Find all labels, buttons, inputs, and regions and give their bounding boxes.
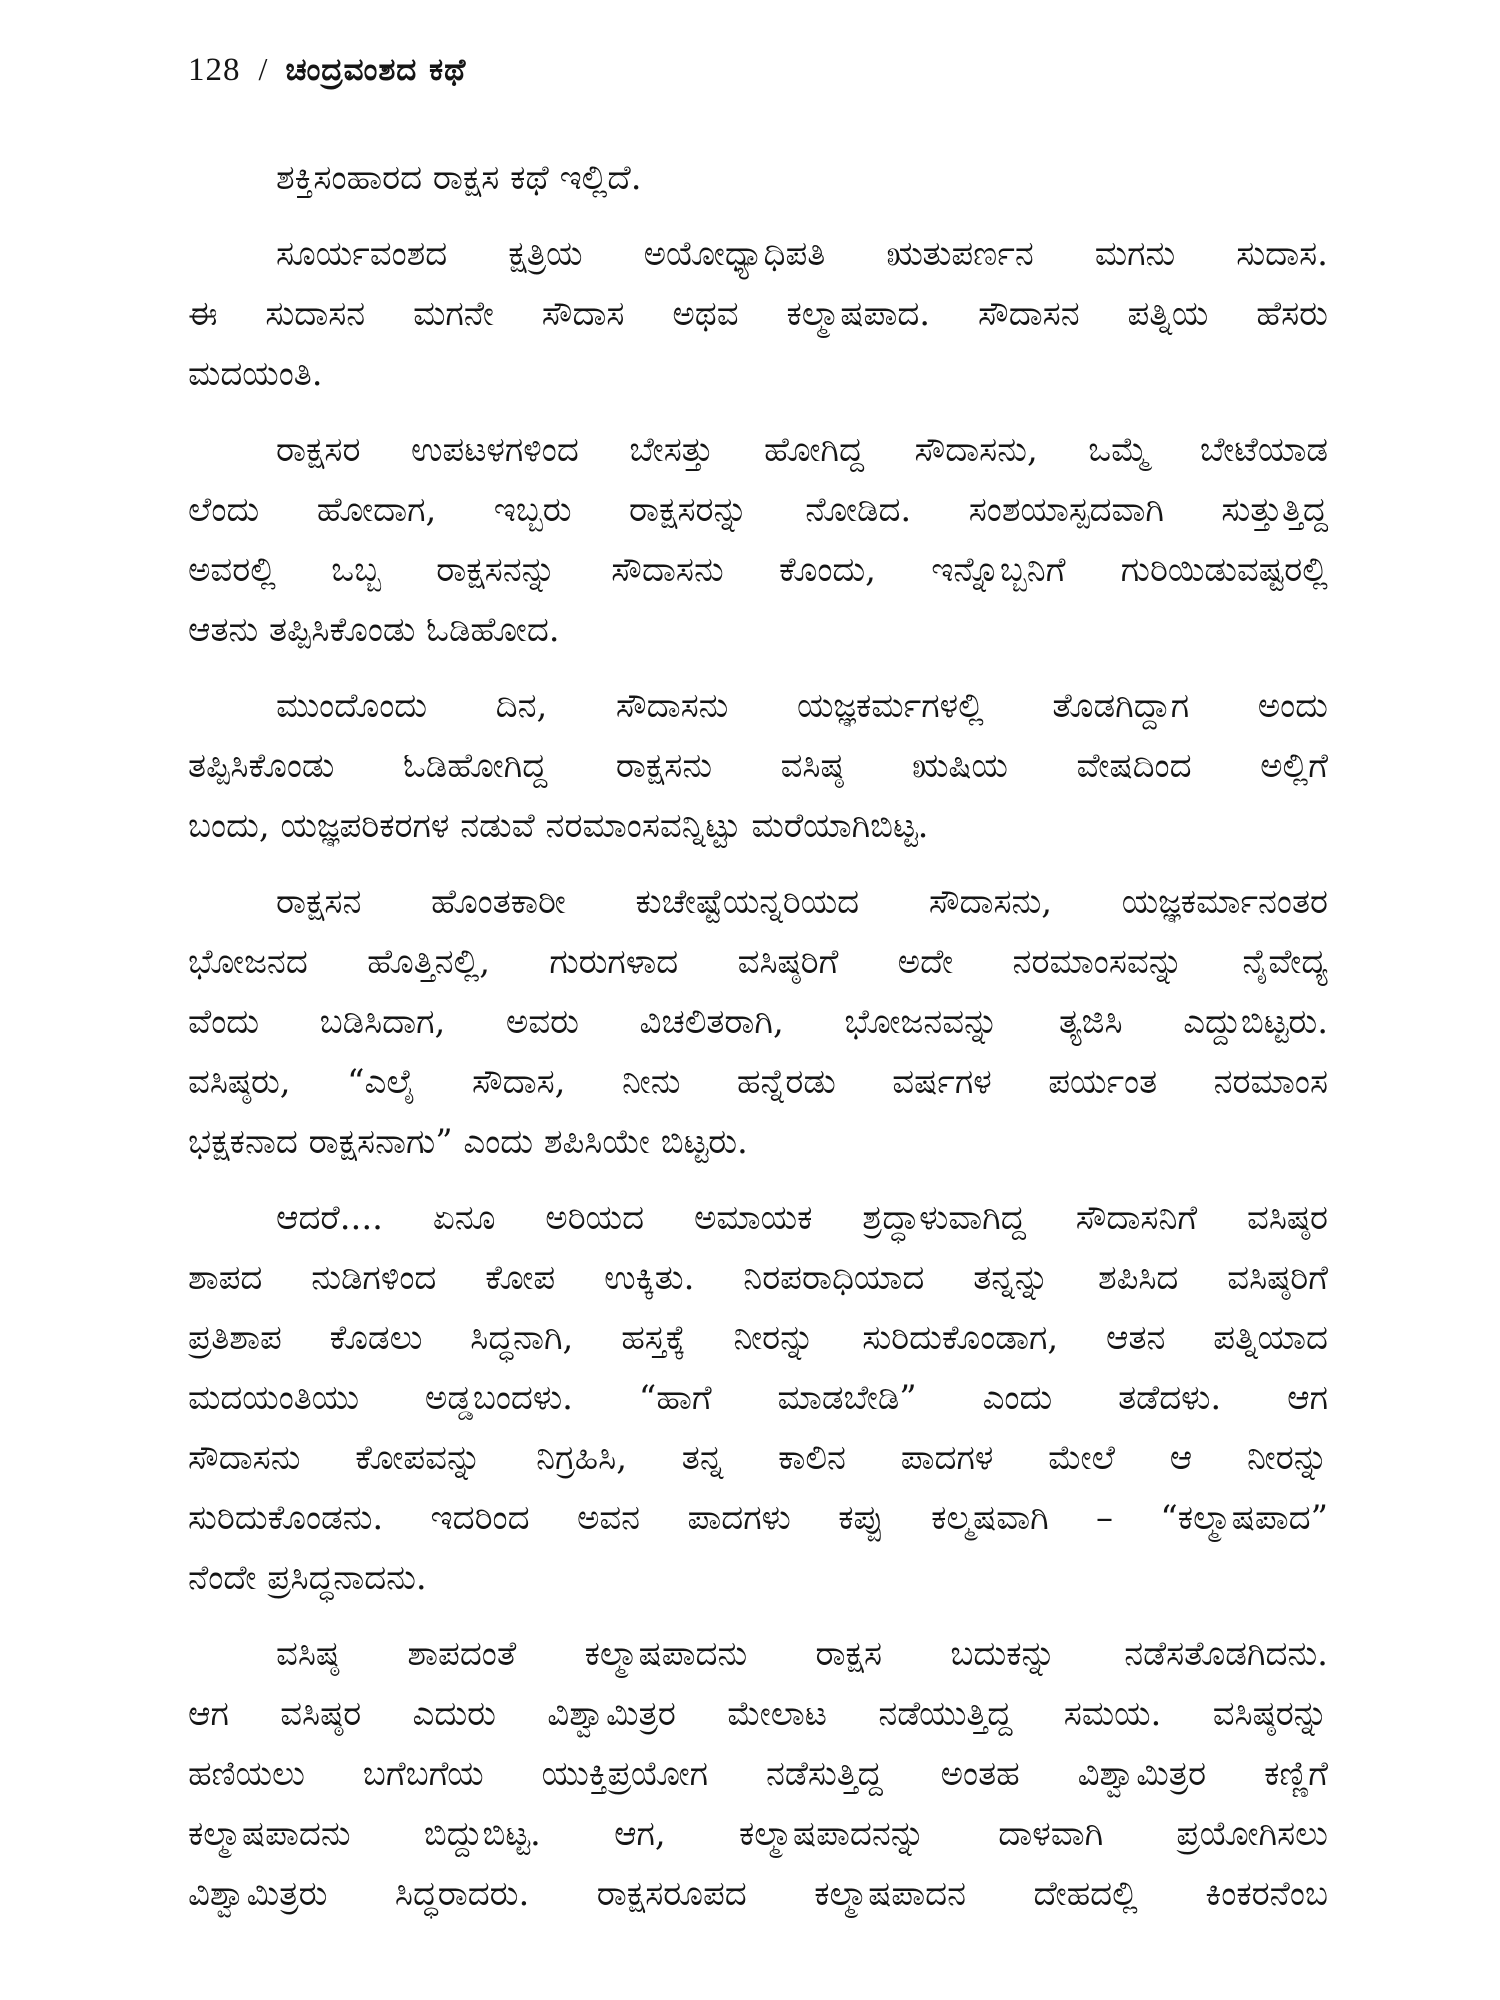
text-line: ಶಾಪದ ನುಡಿಗಳಿಂದ ಕೋಪ ಉಕ್ಕಿತು. ನಿರಪರಾಧಿಯಾದ ತನ್ನನ್ನು ಶಪಿಸಿದ ವಸಿಷ್ಠರಿಗೆ	[188, 1258, 1328, 1298]
text-line: ಲೆಂದು ಹೋದಾಗ, ಇಬ್ಬರು ರಾಕ್ಷಸರನ್ನು ನೋಡಿದ. ಸಂಶಯಾಸ್ಪದವಾಗಿ ಸುತ್ತುತ್ತಿದ್ದ	[188, 490, 1328, 530]
text-line: ಸುರಿದುಕೊಂಡನು. ಇದರಿಂದ ಅವನ ಪಾದಗಳು ಕಪ್ಪು ಕಲ್ಮಷವಾಗಿ – “ಕಲ್ಮಾಷಪಾದ”	[188, 1498, 1328, 1538]
text-line: ವಸಿಷ್ಠರು, “ಎಲೈ ಸೌದಾಸ, ನೀನು ಹನ್ನೆರಡು ವರ್ಷಗಳ ಪರ್ಯಂತ ನರಮಾಂಸ	[188, 1062, 1328, 1102]
paragraph	[188, 872, 1328, 1172]
text-line: ಪ್ರತಿಶಾಪ ಕೊಡಲು ಸಿದ್ಧನಾಗಿ, ಹಸ್ತಕ್ಕೆ ನೀರನ್ನು ಸುರಿದುಕೊಂಡಾಗ, ಆತನ ಪತ್ನಿಯಾದ	[188, 1318, 1328, 1358]
text-line: ವಿಶ್ವಾಮಿತ್ರರು ಸಿದ್ಧರಾದರು. ರಾಕ್ಷಸರೂಪದ ಕಲ್ಮಾಷಪಾದನ ದೇಹದಲ್ಲಿ ಕಿಂಕರನೆಂಬ	[188, 1874, 1328, 1914]
paragraph	[188, 148, 1328, 208]
paragraph	[188, 420, 1328, 660]
text-line: ಅವರಲ್ಲಿ ಒಬ್ಬ ರಾಕ್ಷಸನನ್ನು ಸೌದಾಸನು ಕೊಂದು, ಇನ್ನೊಬ್ಬನಿಗೆ ಗುರಿಯಿಡುವಷ್ಟರಲ್ಲಿ	[188, 550, 1328, 590]
book-title: ಚಂದ್ರವಂಶದ ಕಥೆ	[285, 52, 467, 88]
text-line: ರಾಕ್ಷಸರ ಉಪಟಳಗಳಿಂದ ಬೇಸತ್ತು ಹೋಗಿದ್ದ ಸೌದಾಸನು, ಒಮ್ಮೆ ಬೇಟೆಯಾಡ	[276, 430, 1328, 470]
text-line: ಮದಯಂತಿಯು ಅಡ್ಡಬಂದಳು. “ಹಾಗೆ ಮಾಡಬೇಡಿ” ಎಂದು ತಡೆದಳು. ಆಗ	[188, 1378, 1328, 1418]
text-line: ವಸಿಷ್ಠ ಶಾಪದಂತೆ ಕಲ್ಮಾಷಪಾದನು ರಾಕ್ಷಸ ಬದುಕನ್ನು ನಡೆಸತೊಡಗಿದನು.	[276, 1634, 1328, 1674]
text-line: ಮದಯಂತಿ.	[188, 354, 323, 394]
text-line: ನೆಂದೇ ಪ್ರಸಿದ್ಧನಾದನು.	[188, 1558, 427, 1598]
text-line: ಹಣಿಯಲು ಬಗೆಬಗೆಯ ಯುಕ್ತಿಪ್ರಯೋಗ ನಡೆಸುತ್ತಿದ್ದ ಅಂತಹ ವಿಶ್ವಾಮಿತ್ರರ ಕಣ್ಣಿಗೆ	[188, 1754, 1328, 1794]
body-text	[188, 148, 1328, 1978]
text-line: ಭೋಜನದ ಹೊತ್ತಿನಲ್ಲಿ, ಗುರುಗಳಾದ ವಸಿಷ್ಠರಿಗೆ ಅದೇ ನರಮಾಂಸವನ್ನು ನೈವೇದ್ಯ	[188, 942, 1328, 982]
paragraph	[188, 1188, 1328, 1608]
text-line: ವೆಂದು ಬಡಿಸಿದಾಗ, ಅವರು ವಿಚಲಿತರಾಗಿ, ಭೋಜನವನ್ನು ತ್ಯಜಿಸಿ ಎದ್ದುಬಿಟ್ಟರು.	[188, 1002, 1328, 1042]
header-separator: /	[258, 51, 268, 87]
running-header	[188, 44, 466, 94]
text-line: ಭಕ್ಷಕನಾದ ರಾಕ್ಷಸನಾಗು” ಎಂದು ಶಪಿಸಿಯೇ ಬಿಟ್ಟರು.	[188, 1122, 748, 1162]
text-line: ಶಕ್ತಿಸಂಹಾರದ ರಾಕ್ಷಸ ಕಥೆ ಇಲ್ಲಿದೆ.	[276, 158, 642, 198]
text-line: ಈ ಸುದಾಸನ ಮಗನೇ ಸೌದಾಸ ಅಥವ ಕಲ್ಮಾಷಪಾದ. ಸೌದಾಸನ ಪತ್ನಿಯ ಹೆಸರು	[188, 294, 1328, 334]
text-line: ಮುಂದೊಂದು ದಿನ, ಸೌದಾಸನು ಯಜ್ಞಕರ್ಮಗಳಲ್ಲಿ ತೊಡಗಿದ್ದಾಗ ಅಂದು	[276, 686, 1328, 726]
text-line: ಸೂರ್ಯವಂಶದ ಕ್ಷತ್ರಿಯ ಅಯೋಧ್ಯಾಧಿಪತಿ ಋತುಪರ್ಣನ ಮಗನು ಸುದಾಸ.	[276, 234, 1328, 274]
text-line: ಆಗ ವಸಿಷ್ಠರ ಎದುರು ವಿಶ್ವಾಮಿತ್ರರ ಮೇಲಾಟ ನಡೆಯುತ್ತಿದ್ದ ಸಮಯ. ವಸಿಷ್ಠರನ್ನು	[188, 1694, 1328, 1734]
page-number: 128	[188, 52, 241, 88]
text-line: ರಾಕ್ಷಸನ ಹೊಂತಕಾರೀ ಕುಚೇಷ್ಟೆಯನ್ನರಿಯದ ಸೌದಾಸನು, ಯಜ್ಞಕರ್ಮಾನಂತರ	[276, 882, 1328, 922]
text-line: ಬಂದು, ಯಜ್ಞಪರಿಕರಗಳ ನಡುವೆ ನರಮಾಂಸವನ್ನಿಟ್ಟು ಮರೆಯಾಗಿಬಿಟ್ಟ.	[188, 806, 929, 846]
paragraph	[188, 1624, 1328, 1924]
paragraph	[188, 676, 1328, 856]
text-line: ಸೌದಾಸನು ಕೋಪವನ್ನು ನಿಗ್ರಹಿಸಿ, ತನ್ನ ಕಾಲಿನ ಪಾದಗಳ ಮೇಲೆ ಆ ನೀರನ್ನು	[188, 1438, 1328, 1478]
text-line: ಕಲ್ಮಾಷಪಾದನು ಬಿದ್ದುಬಿಟ್ಟ. ಆಗ, ಕಲ್ಮಾಷಪಾದನನ್ನು ದಾಳವಾಗಿ ಪ್ರಯೋಗಿಸಲು	[188, 1814, 1328, 1854]
text-line: ಆತನು ತಪ್ಪಿಸಿಕೊಂಡು ಓಡಿಹೋದ.	[188, 610, 560, 650]
paragraph	[188, 224, 1328, 404]
text-line: ತಪ್ಪಿಸಿಕೊಂಡು ಓಡಿಹೋಗಿದ್ದ ರಾಕ್ಷಸನು ವಸಿಷ್ಠ ಋಷಿಯ ವೇಷದಿಂದ ಅಲ್ಲಿಗೆ	[188, 746, 1328, 786]
text-line: ಆದರೆ.... ಏನೂ ಅರಿಯದ ಅಮಾಯಕ ಶ್ರದ್ಧಾಳುವಾಗಿದ್ದ ಸೌದಾಸನಿಗೆ ವಸಿಷ್ಠರ	[276, 1198, 1328, 1238]
